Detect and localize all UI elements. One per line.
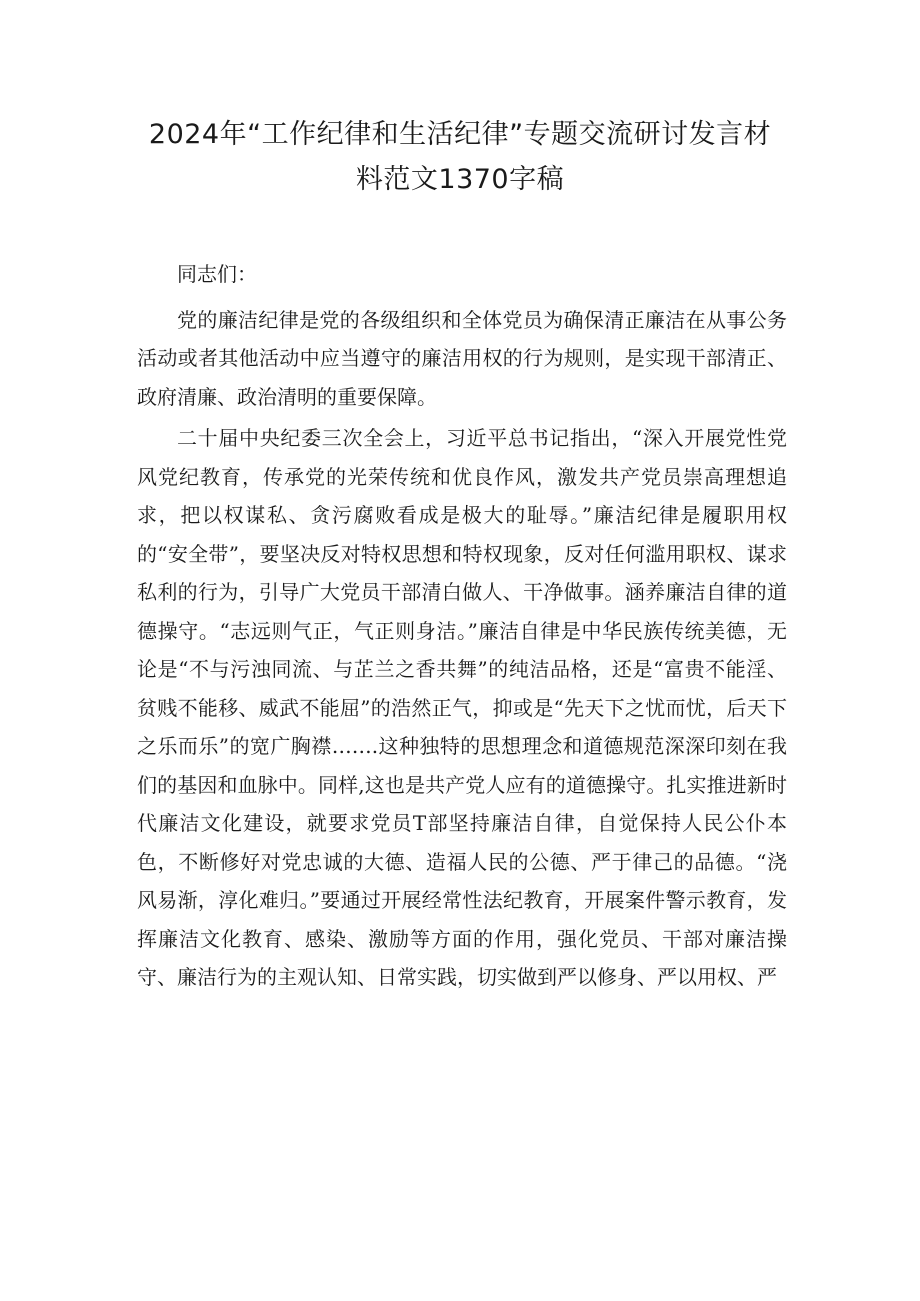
document-title [120,112,800,202]
title-line-1: 2024年“工作纪律和生活纪律”专题交流研讨发言材 [148,119,772,150]
document-body [137,255,787,997]
paragraph-2: 二十届中央纪委三次全会上，习近平总书记指出，“深入开展党性党风党纪教育，传承党的光荣传统和优良作风，激发共产党员崇高理想追求，把以权谋私、贪污腐败看成是极大的耻辱。”廉洁纪律是履职用权的“安全带”，要坚决反对特权思想和特权现象，反对任何滥用职权、谋求私利的行为，引导广大党员干部清白做人、干净做事。涵养廉洁自律的道德操守。“志远则气正，气正则身洁。”廉洁自律是中华民族传统美德，无论是“不与污浊同流、与芷兰之香共舞”的纯洁品格，还是“富贵不能淫、贫贱不能移、威武不能屈”的浩然正气，抑或是“先天下之忧而忧，后天下之乐而乐”的宽广胸襟…….这种独特的思想理念和道德规范深深印刻在我们的基因和血脉中。同样,这也是共产党人应有的道德操守。扎实推进新时代廉洁文化建设，就要求党员T部坚持廉洁自律，自觉保持人民公仆本色，不断修好对党忠诚的大德、造福人民的公德、严于律己的品德。“浇风易渐，淳化难归。”要通过开展经常性法纪教育，开展案件警示教育，发挥廉洁文化教育、感染、激励等方面的作用，强化党员、干部对廉洁操守、廉洁行为的主观认知、日常实践，切实做到严以修身、严以用权、严 [137,426,787,989]
salutation: 同志们： [177,262,257,286]
title-line-2: 料范文1370字稿 [355,164,565,195]
paragraph-1: 党的廉洁纪律是党的各级组织和全体党员为确保清正廉洁在从事公务活动或者其他活动中应当遵守的廉洁用权的行为规则，是实现干部清正、政府清廉、政治清明的重要保障。 [137,307,787,409]
